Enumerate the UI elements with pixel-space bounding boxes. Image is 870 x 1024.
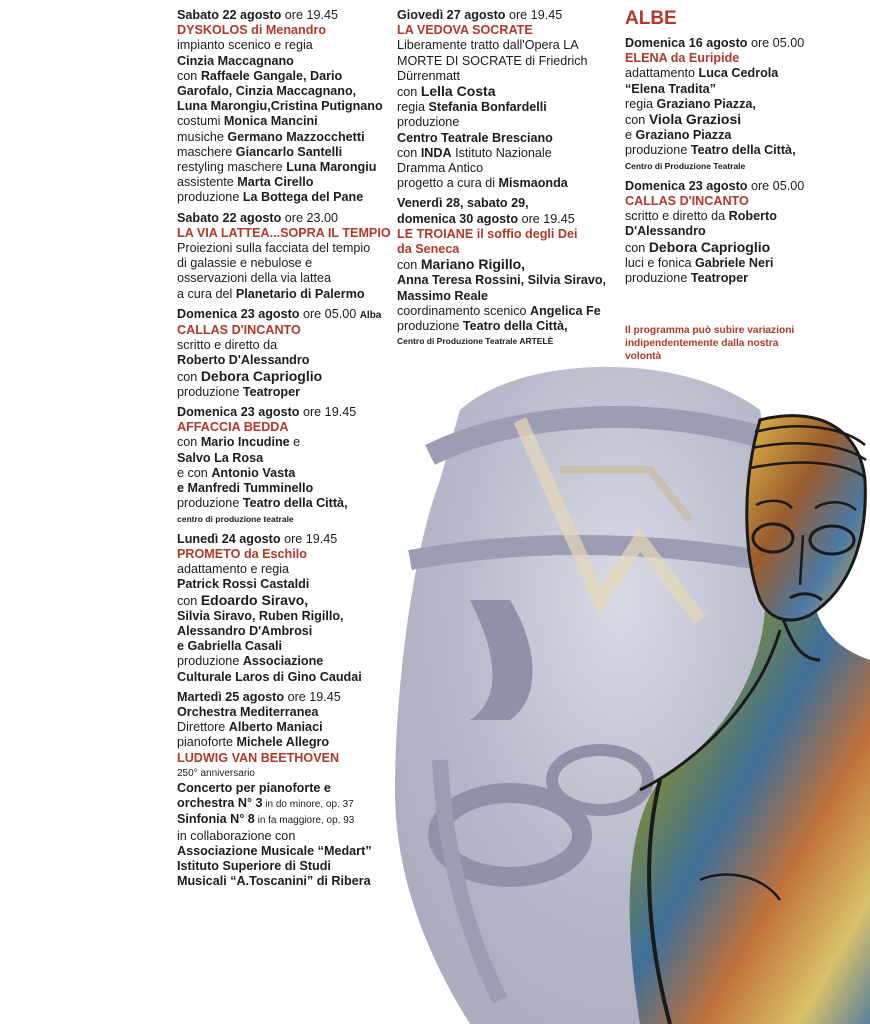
event-title: da Seneca — [397, 242, 460, 257]
credit-line: Dramma Antico — [397, 161, 484, 176]
credit-name: Luca Cedrola — [698, 66, 779, 81]
credit-name: Mario Incudine — [200, 435, 290, 450]
credit-name: La Bottega del Pane — [242, 190, 364, 205]
credit-role: costumi — [177, 114, 224, 129]
description-line: MORTE DI SOCRATE di Friedrich — [397, 53, 588, 68]
credit-name: Mismaonda — [498, 176, 568, 191]
description-line: osservazioni della via lattea — [177, 271, 332, 286]
event-date: Venerdì 28, sabato 29, — [397, 196, 529, 211]
credit-name: Garofalo, Cinzia Maccagnano, — [177, 84, 357, 99]
credit-role: regia — [397, 100, 429, 115]
credit-name: Silvia Siravo, Ruben Rigillo, — [177, 608, 344, 623]
event-callas-2 — [625, 179, 825, 286]
event-date: Sabato 22 agosto — [177, 8, 282, 22]
event-time: ore 05.00 — [302, 306, 357, 321]
credit-role: produzione — [397, 319, 463, 334]
credit-subtitle: Centro di Produzione Teatrale — [625, 160, 746, 171]
disclaimer-line: indipendentemente dalla nostra — [625, 338, 779, 350]
credit-role: adattamento — [625, 66, 699, 81]
description-line: Dürrenmatt — [397, 68, 460, 83]
credit-line: produzione — [397, 115, 460, 130]
credit-role: con — [177, 68, 201, 83]
event-date: Martedì 25 agosto — [177, 689, 285, 704]
event-title: CALLAS D'INCANTO — [177, 323, 301, 338]
credit-name: Associazione — [242, 654, 324, 669]
credit-name: e Manfredi Tumminello — [177, 481, 314, 496]
event-via-lattea — [177, 211, 392, 302]
credit-name: Salvo La Rosa — [177, 450, 264, 465]
credit-line: in collaborazione con — [177, 828, 296, 843]
credit-name: Anna Teresa Rossini, Silvia Siravo, — [397, 273, 607, 288]
event-title: ELENA da Euripide — [625, 51, 740, 66]
credit-name: Musicali “A.Toscanini” di Ribera — [177, 874, 371, 889]
event-title: LA VEDOVA SOCRATE — [397, 23, 533, 38]
credit-name: Debora Caprioglio — [200, 367, 323, 384]
credit-name: Antonio Vasta — [211, 465, 296, 480]
event-time: ore 19.45 — [508, 8, 563, 22]
event-troiane — [397, 196, 617, 349]
credit-role: musiche — [177, 129, 228, 144]
credit-name: Planetario di Palermo — [235, 286, 365, 301]
credit-role: progetto a cura di — [397, 176, 499, 191]
credit-name: Teatroper — [690, 271, 748, 286]
credit-name: Orchestra Mediterranea — [177, 704, 319, 719]
event-date: Lunedì 24 agosto — [177, 531, 281, 546]
program-key: in fa maggiore, op. 93 — [254, 815, 355, 827]
event-time: ore 05.00 — [750, 36, 805, 50]
credit-name: D'Alessandro — [625, 224, 706, 239]
credit-name: Debora Caprioglio — [648, 238, 771, 255]
credit-name: Associazione Musicale “Medart” — [177, 843, 372, 858]
event-date: Giovedì 27 agosto — [397, 8, 506, 22]
program-disclaimer — [625, 324, 825, 363]
event-dyskolos — [177, 8, 392, 206]
credit-role: con — [177, 369, 201, 384]
credit-name: Alessandro D'Ambrosi — [177, 623, 313, 638]
credit-line: adattamento e regia — [177, 562, 290, 577]
credit-role: restyling maschere — [177, 160, 287, 175]
credit-name: Michele Allegro — [236, 735, 330, 750]
description-line: Liberamente tratto dall'Opera LA — [397, 38, 579, 53]
event-date: Domenica 16 agosto — [625, 36, 748, 50]
event-time: ore 05.00 — [750, 178, 805, 193]
credit-role: con — [625, 240, 649, 255]
credit-role: con — [625, 113, 649, 128]
event-date: Domenica 23 agosto — [177, 306, 300, 321]
credit-role: a cura del — [177, 286, 236, 301]
event-title: LUDWIG VAN BEETHOVEN — [177, 750, 340, 765]
credit-name: Monica Mancini — [223, 114, 318, 129]
description-line: Proiezioni sulla facciata del tempio — [177, 241, 371, 256]
credit-name: Giancarlo Santelli — [235, 144, 343, 159]
credit-role: con — [397, 258, 421, 273]
credit-role: luci e fonica — [625, 255, 696, 270]
description-line: di galassie e nebulose e — [177, 256, 313, 271]
credit-name: Teatro della Città, — [690, 143, 796, 158]
credit-name: Mariano Rigillo, — [420, 256, 526, 273]
credit-name: Teatroper — [242, 384, 300, 399]
credit-name: Centro Teatrale Bresciano — [397, 130, 553, 145]
credit-name: Gabriele Neri — [695, 255, 774, 270]
credit-name: Luna Marongiu,Cristina Putignano — [177, 99, 383, 114]
event-date: Sabato 22 agosto — [177, 210, 282, 225]
credit-name: Marta Cirello — [237, 175, 314, 190]
credit-role: produzione — [177, 190, 243, 205]
program-column-2 — [397, 8, 617, 354]
event-vedova-socrate — [397, 8, 617, 191]
credit-role: Istituto Nazionale — [451, 145, 552, 160]
event-title: LE TROIANE il soffio degli Dei — [397, 226, 578, 241]
credit-line: impianto scenico e regia — [177, 38, 313, 53]
credit-role: produzione — [177, 496, 243, 511]
credit-name: Cinzia Maccagnano — [177, 53, 294, 68]
credit-name: Edoardo Siravo, — [200, 591, 309, 608]
event-title: CALLAS D'INCANTO — [625, 194, 749, 209]
credit-name: Germano Mazzocchetti — [227, 129, 365, 144]
credit-role: Direttore — [177, 720, 229, 735]
credit-role: con — [397, 145, 421, 160]
event-elena — [625, 36, 825, 174]
credit-role: assistente — [177, 175, 238, 190]
credit-name: Istituto Superiore di Studi — [177, 858, 331, 873]
program-key: in do minore, op. 37 — [262, 799, 354, 811]
credit-name: Graziano Piazza, — [656, 96, 756, 111]
event-prometo — [177, 532, 392, 685]
event-date: domenica 30 agosto — [397, 211, 519, 226]
credit-name: Roberto — [728, 209, 777, 224]
credit-name: Lella Costa — [420, 83, 496, 100]
credit-name: Stefania Bonfardelli — [428, 100, 547, 115]
credit-name: Teatro della Città, — [462, 319, 568, 334]
credit-name: Luna Marongiu — [286, 160, 377, 175]
credit-name: e Gabriella Casali — [177, 639, 283, 654]
event-time: ore 19.45 — [521, 211, 575, 226]
event-place: Alba — [359, 309, 382, 321]
credit-role: e con — [177, 465, 212, 480]
event-title: LA VIA LATTEA...SOPRA IL TEMPIO — [177, 225, 391, 240]
credit-role: pianoforte — [177, 735, 237, 750]
credit-subtitle: centro di produzione teatrale — [177, 513, 294, 524]
credit-subtitle: Centro di Produzione Teatrale ARTELÈ — [397, 336, 554, 347]
credit-name: Roberto D'Alessandro — [177, 353, 310, 368]
credit-role: con — [177, 593, 201, 608]
anniversary-note: 250° anniversario — [177, 767, 255, 779]
credit-role: produzione — [177, 384, 243, 399]
event-affaccia-bedda — [177, 405, 392, 527]
section-title-albe: ALBE — [625, 8, 677, 29]
credit-role: produzione — [177, 654, 243, 669]
credit-role: maschere — [177, 144, 236, 159]
program-column-3 — [625, 8, 825, 363]
disclaimer-line: volontà — [625, 351, 662, 363]
credit-role: con — [397, 85, 421, 100]
event-beethoven — [177, 690, 392, 890]
credit-role: regia — [625, 96, 657, 111]
credit-role: e — [289, 435, 301, 450]
event-time: ore 19.45 — [284, 8, 338, 22]
disclaimer-line: Il programma può subire variazioni — [625, 325, 795, 337]
credit-name: “Elena Tradita” — [625, 81, 716, 96]
credit-role: e — [625, 128, 636, 143]
credit-line: scritto e diretto da — [177, 338, 278, 353]
credit-name: Viola Graziosi — [648, 111, 742, 128]
program-piece: Concerto per pianoforte e — [177, 780, 331, 795]
program-column-1 — [177, 8, 392, 894]
program-piece: orchestra N° 3 — [177, 796, 263, 811]
credit-name: Raffaele Gangale, Dario — [200, 68, 343, 83]
credit-role: con — [177, 435, 201, 450]
credit-role: scritto e diretto da — [625, 209, 729, 224]
credit-name: Angelica Fe — [530, 303, 601, 318]
credit-role: produzione — [625, 271, 691, 286]
event-date: Domenica 23 agosto — [177, 405, 300, 420]
credit-role: coordinamento scenico — [397, 303, 531, 318]
event-date: Domenica 23 agosto — [625, 178, 748, 193]
credit-role: produzione — [625, 143, 691, 158]
event-time: ore 19.45 — [284, 531, 338, 546]
credit-name: Culturale Laros di Gino Caudai — [177, 669, 362, 684]
event-title: AFFACCIA BEDDA — [177, 420, 289, 435]
credit-name: Teatro della Città, — [242, 496, 348, 511]
credit-name: Graziano Piazza — [635, 128, 732, 143]
event-time: ore 19.45 — [287, 689, 341, 704]
credit-name: Alberto Maniaci — [228, 720, 323, 735]
event-callas-1 — [177, 307, 392, 400]
credit-name: Massimo Reale — [397, 288, 488, 303]
program-piece: Sinfonia N° 8 — [177, 812, 255, 827]
credit-name: Patrick Rossi Castaldi — [177, 577, 310, 592]
credit-name: INDA — [420, 145, 452, 160]
event-title: PROMETO da Eschilo — [177, 546, 307, 561]
event-time: ore 23.00 — [284, 210, 338, 225]
event-title: DYSKOLOS di Menandro — [177, 23, 327, 38]
event-time: ore 19.45 — [302, 405, 357, 420]
